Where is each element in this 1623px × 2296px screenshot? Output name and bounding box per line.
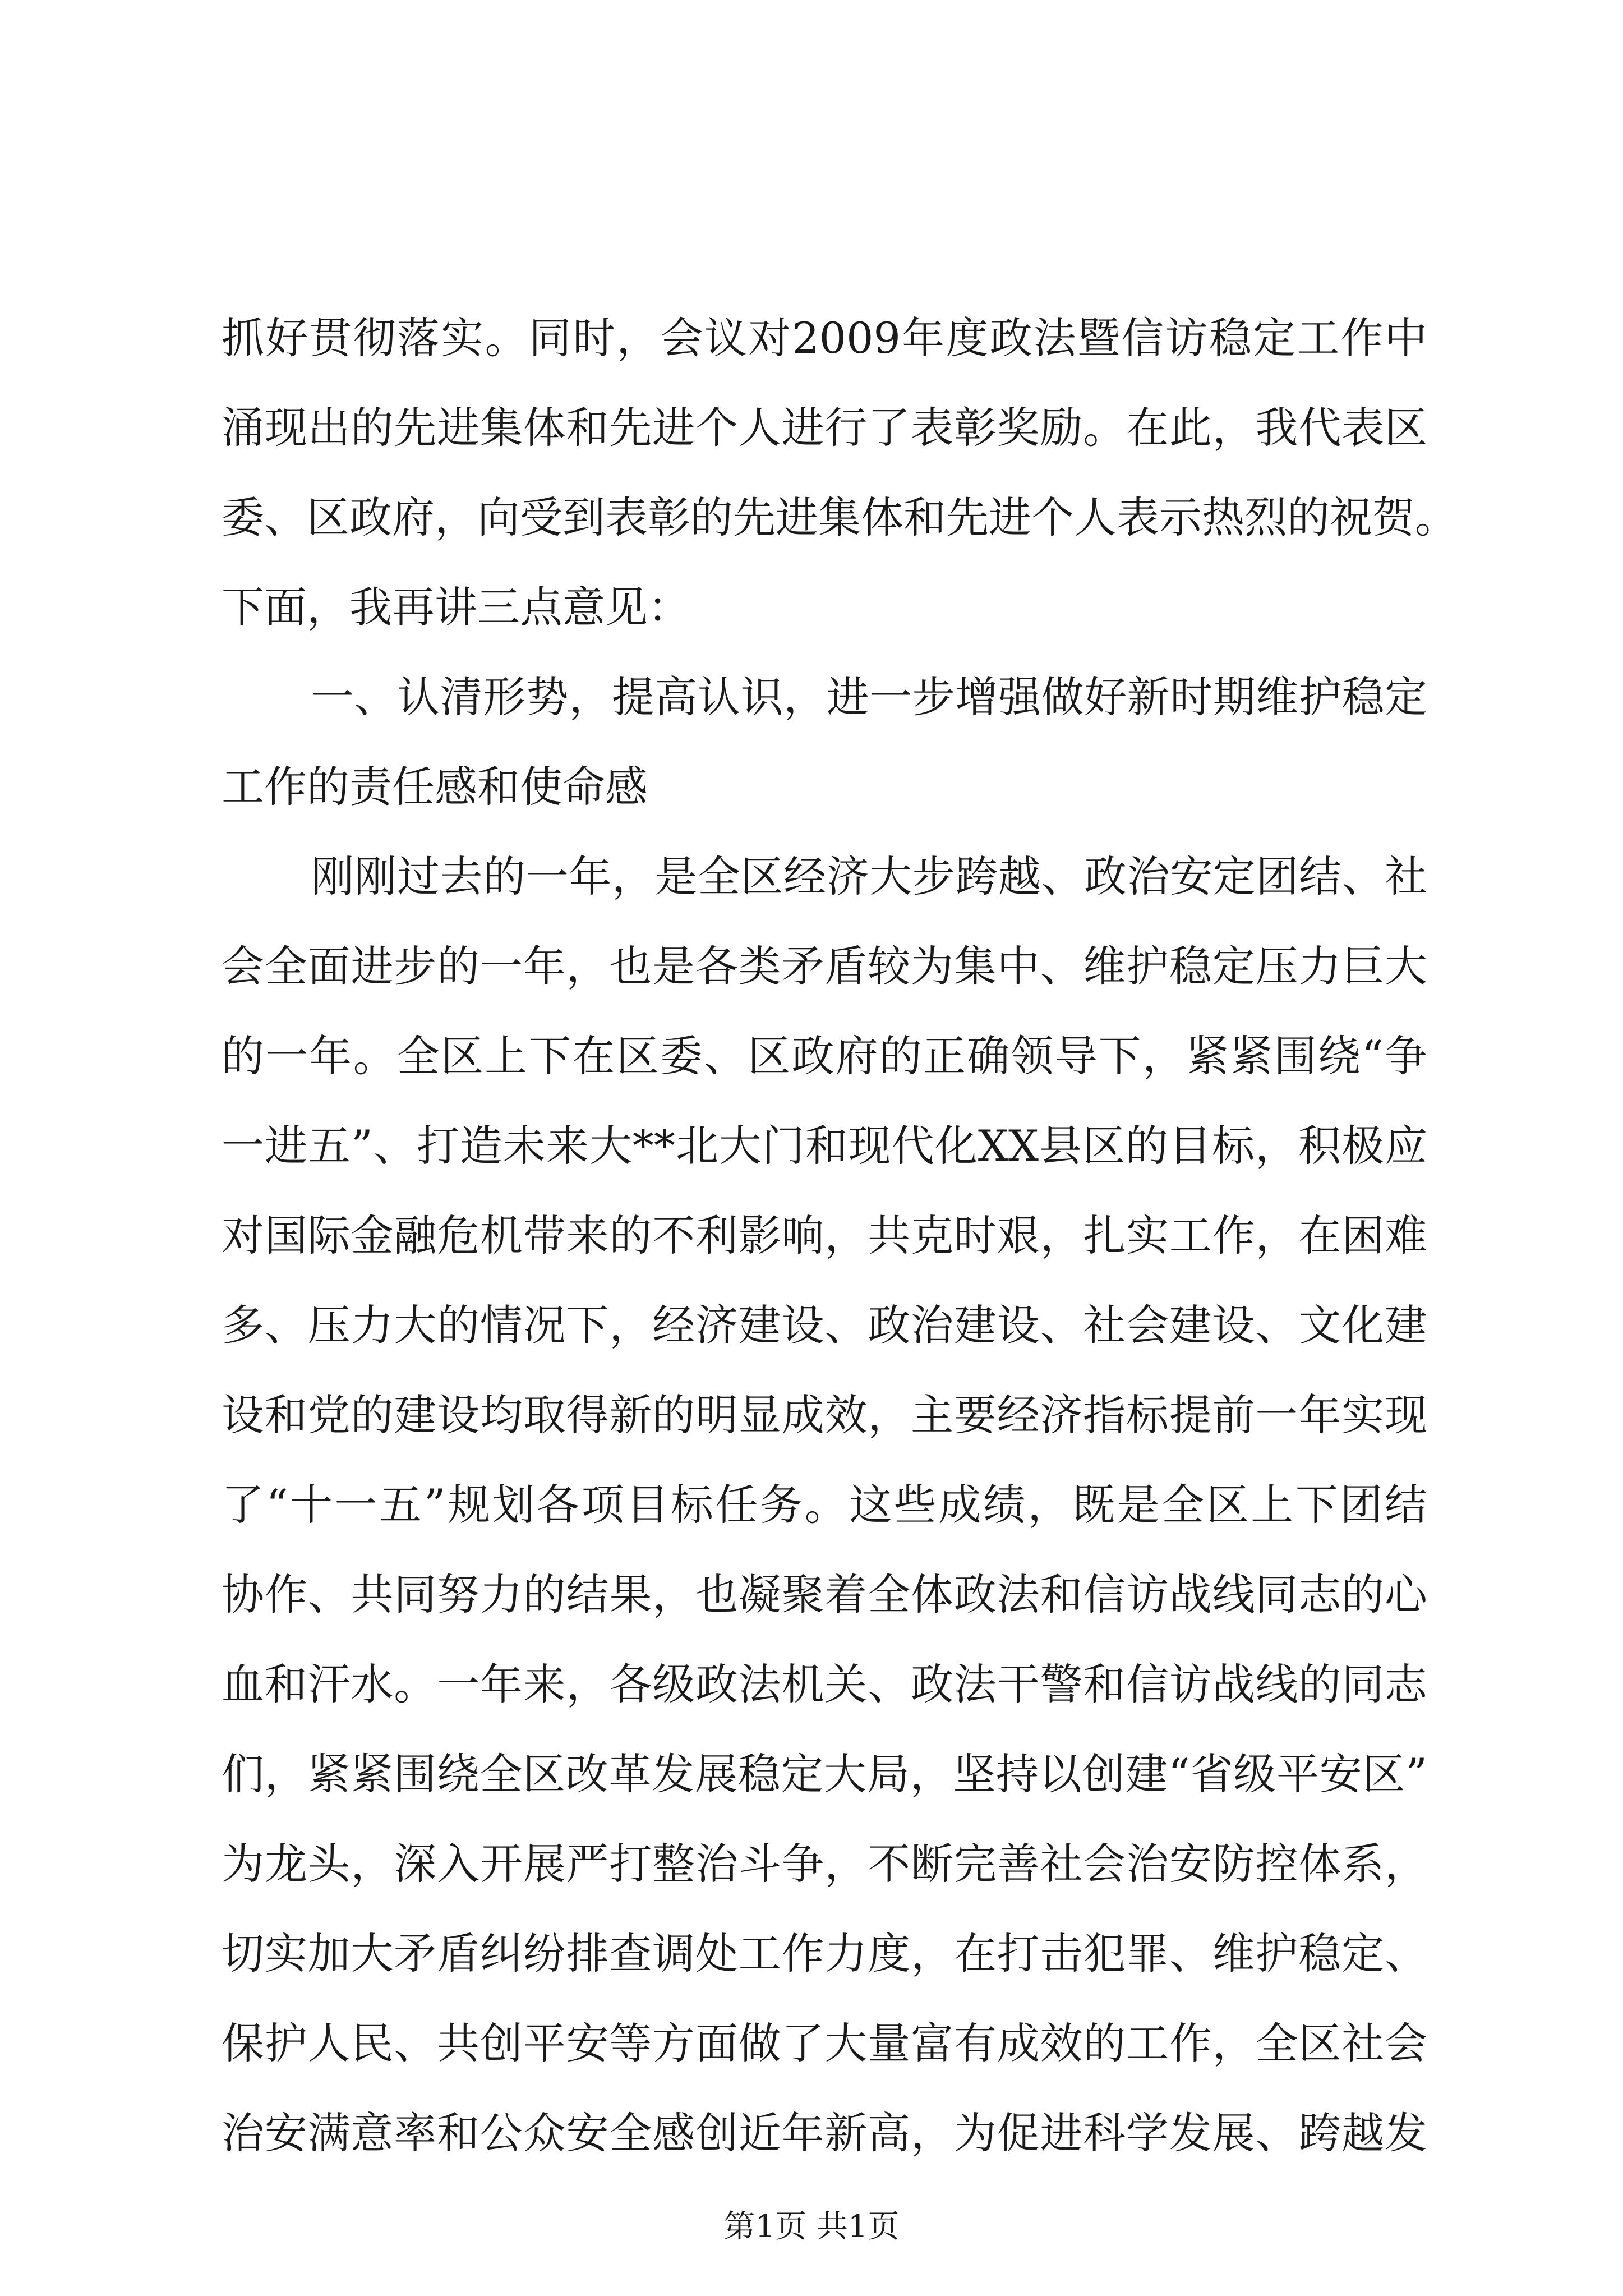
page-footer: 第1页 共1页 bbox=[723, 2208, 900, 2245]
text-line: 委、区政府，向受到表彰的先进集体和先进个人表示热烈的祝贺。 bbox=[222, 493, 1458, 542]
text-line: 们，紧紧围绕全区改革发展稳定大局，坚持以创建“省级平安区” bbox=[222, 1749, 1427, 1799]
text-line: 治安满意率和公众安全感创近年新高，为促进科学发展、跨越发 bbox=[222, 2108, 1427, 2158]
text-line: 刚刚过去的一年，是全区经济大步跨越、政治安定团结、社 bbox=[311, 852, 1427, 901]
text-line: 为龙头，深入开展严打整治斗争，不断完善社会治安防控体系， bbox=[222, 1839, 1427, 1889]
text-line: 了“十一五”规划各项目标任务。这些成绩，既是全区上下团结 bbox=[222, 1480, 1427, 1530]
text-line: 对国际金融危机带来的不利影响，共克时艰，扎实工作，在困难 bbox=[222, 1211, 1427, 1260]
text-line: 抓好贯彻落实。同时，会议对2009年度政法暨信访稳定工作中 bbox=[222, 313, 1427, 363]
text-line: 保护人民、共创平安等方面做了大量富有成效的工作，全区社会 bbox=[222, 2018, 1427, 2068]
text-line: 协作、共同努力的结果，也凝聚着全体政法和信访战线同志的心 bbox=[222, 1570, 1427, 1619]
text-line: 会全面进步的一年，也是各类矛盾较为集中、维护稳定压力巨大 bbox=[222, 941, 1427, 991]
text-line: 设和党的建设均取得新的明显成效，主要经济指标提前一年实现 bbox=[222, 1390, 1427, 1440]
section-heading: 一、认清形势，提高认识，进一步增强做好新时期维护稳定 bbox=[311, 672, 1427, 722]
section-heading: 工作的责任感和使命感 bbox=[222, 762, 648, 812]
text-line: 下面，我再讲三点意见： bbox=[222, 582, 690, 632]
text-line: 多、压力大的情况下，经济建设、政治建设、社会建设、文化建 bbox=[222, 1300, 1427, 1350]
text-line: 涌现出的先进集体和先进个人进行了表彰奖励。在此，我代表区 bbox=[222, 403, 1427, 453]
text-line: 的一年。全区上下在区委、区政府的正确领导下，紧紧围绕“争 bbox=[222, 1031, 1427, 1081]
text-line: 一进五”、打造未来大**北大门和现代化XX县区的目标，积极应 bbox=[222, 1121, 1427, 1171]
text-line: 切实加大矛盾纠纷排查调处工作力度，在打击犯罪、维护稳定、 bbox=[222, 1929, 1427, 1978]
text-line: 血和汗水。一年来，各级政法机关、政法干警和信访战线的同志 bbox=[222, 1659, 1427, 1709]
